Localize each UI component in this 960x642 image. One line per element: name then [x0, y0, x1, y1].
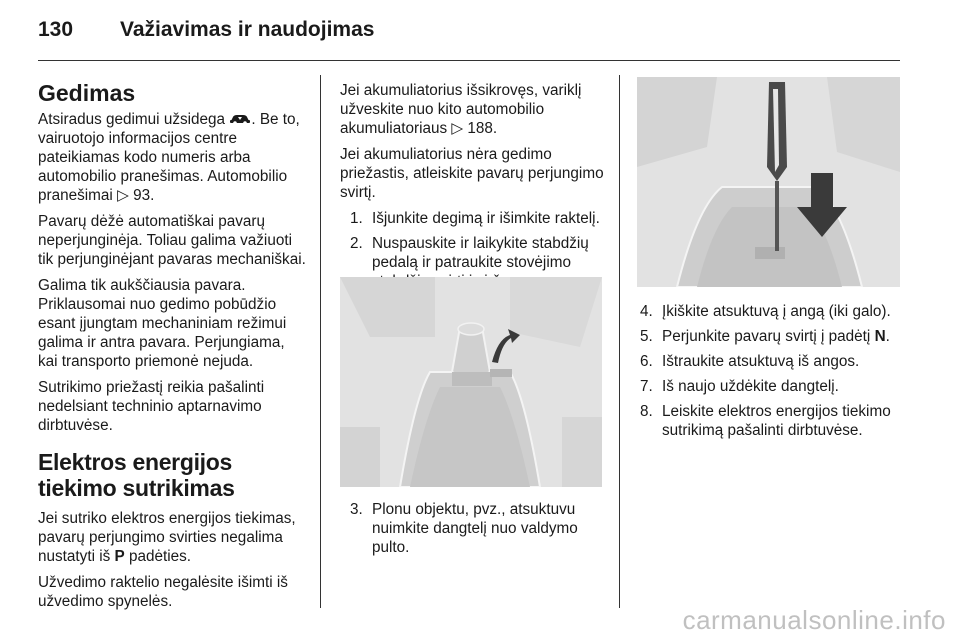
step-number: 5.	[640, 328, 653, 345]
step-number: 8.	[640, 403, 653, 420]
step-text: Įkiškite atsuktuvą į angą (iki galo).	[662, 303, 891, 320]
step-text: Plonu objektu, pvz., atsuktuvu nuimkite dangtelį nuo valdymo pulto.	[372, 501, 578, 556]
page-number: 130	[38, 18, 74, 41]
paragraph-text: . Be to, vairuotojo informacijos centre pateikiamas kodo numeris arba automobilio pranešimas. Automobilio pranešimai	[38, 111, 300, 204]
paragraph-power-failure	[38, 509, 306, 566]
page-reference-icon: ▷	[117, 186, 129, 204]
step-item	[350, 209, 608, 228]
paragraph-fault-intro	[38, 110, 306, 205]
steps-list-2	[340, 500, 608, 557]
paragraph-no-auto-shift: Pavarų dėžė automatiškai pavarų neperjunginėja. Toliau galima važiuoti tik perjunginėjant pavaras mechaniškai.	[38, 213, 306, 268]
step-number: 6.	[640, 353, 653, 370]
step-text: Leiskite elektros energijos tiekimo sutrikimą pašalinti dirbtuvėse.	[662, 403, 891, 439]
step-number: 7.	[640, 378, 653, 395]
watermark: carmanualsonline.info	[682, 605, 946, 635]
step-text-part: Perjunkite pavarų svirtį į padėtį	[662, 328, 875, 345]
column-2-lower	[340, 500, 608, 563]
page-title: Važiavimas ir naudojimas	[120, 18, 375, 41]
step-number: 4.	[640, 303, 653, 320]
page-reference[interactable]: 188.	[467, 120, 498, 137]
paragraph-key-removal: Užvedimo raktelio negalėsite išimti iš užvedimo spynelės.	[38, 574, 288, 610]
paragraph-text: Jei akumuliatorius išsikrovęs, variklį užveskite nuo kito automobilio akumuliatoriaus	[340, 82, 582, 137]
step-text: Iš naujo uždėkite dangtelį.	[662, 378, 839, 395]
screwdriver-drawing	[637, 77, 900, 287]
heading-power-failure: Elektros energijos tiekimo sutrikimas	[38, 449, 235, 501]
gear-p-label: P	[114, 548, 125, 565]
column-3	[640, 302, 905, 446]
header-rule	[38, 60, 900, 61]
paragraph-battery	[340, 81, 608, 138]
step-number: 2.	[350, 235, 363, 252]
page-reference[interactable]: 93.	[133, 187, 155, 204]
column-1	[38, 81, 306, 618]
car-warning-icon	[229, 111, 251, 128]
paragraph-highest-gear: Galima tik aukščiausia pavara. Priklausomai nuo gedimo pobūdžio esant įjungtam mechaniniam režimui galima ir antra pavara. Perjungiama, kai transporto priemonė nejuda.	[38, 277, 287, 370]
step-text: Nuspauskite ir laikykite stabdžių pedalą ir patraukite stovėjimo	[372, 235, 589, 271]
step-text: Ištraukite atsuktuvą iš angos.	[662, 353, 860, 370]
paragraph-release-lever: Jei akumuliatorius nėra gedimo priežastis, atleiskite pavarų perjungimo svirtį.	[340, 146, 604, 201]
step-item	[640, 302, 905, 321]
step-item	[640, 402, 905, 440]
step-text-part: .	[885, 328, 890, 345]
gear-selector-illustration	[340, 277, 602, 487]
step-number: 1.	[350, 210, 363, 227]
step-text: Išjunkite degimą ir išimkite raktelį.	[372, 210, 600, 227]
column-divider-2	[619, 75, 620, 608]
paragraph-workshop: Sutrikimo priežastį reikia pašalinti nedelsiant techninio aptarnavimo dirbtuvėse.	[38, 379, 265, 434]
gear-n-label: N	[874, 328, 886, 345]
paragraph-text: Atsiradus gedimui užsidega	[38, 111, 230, 128]
step-item	[640, 377, 905, 396]
step-item	[350, 500, 608, 557]
step-item	[640, 352, 905, 371]
page-reference-icon: ▷	[451, 119, 464, 137]
step-item	[640, 327, 905, 346]
column-2	[340, 81, 608, 297]
heading-gedimas: Gedimas	[38, 80, 136, 106]
paragraph-text: padėties.	[124, 548, 192, 565]
step-text	[662, 327, 890, 346]
paragraph-text: Jei sutriko elektros energijos tiekimas, pavarų perjungimo svirties negalima nustatyti iš	[38, 510, 296, 565]
screwdriver-illustration	[637, 77, 900, 287]
column-divider-1	[320, 75, 321, 608]
page-header	[38, 18, 374, 42]
steps-list-3	[640, 302, 905, 440]
step-number: 3.	[350, 501, 363, 518]
gear-selector-drawing	[340, 277, 602, 487]
